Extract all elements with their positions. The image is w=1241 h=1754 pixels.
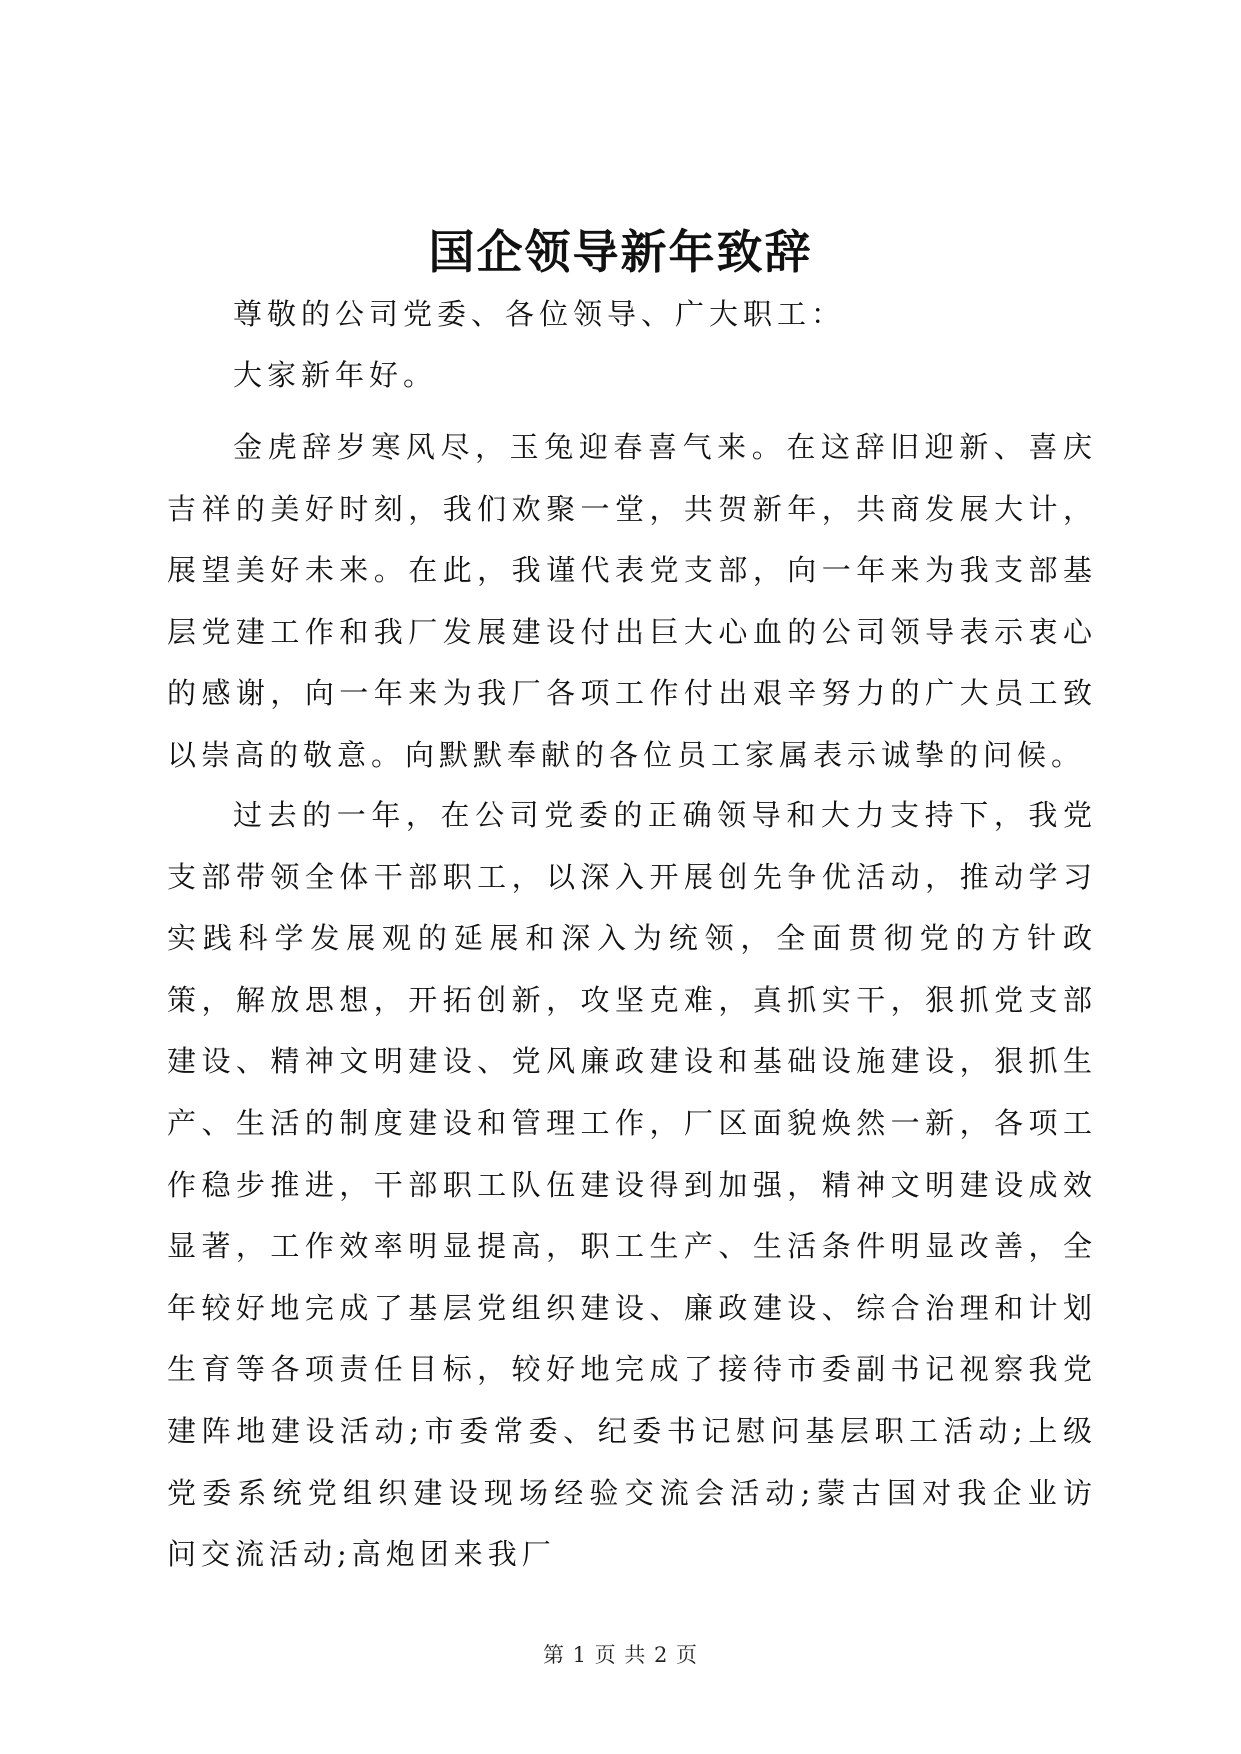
salutation-line: 尊敬的公司党委、各位领导、广大职工： [233,297,846,331]
body-paragraph: 过去的一年，在公司党委的正确领导和大力支持下，我党支部带领全体干部职工，以深入开展创先争优活动，推动学习实践科学发展观的延展和深入为统领，全面贯彻党的方针政策，解放思想，开拓创新，攻坚克难，真抓实干，狠抓党支部建设、精神文明建设、党风廉政建设和基础设施建设，狠抓生产、生活的制度建设和管理工作，厂区面貌焕然一新，各项工作稳步推进，干部职工队伍建设得到加强，精神文明建设成效显著，工作效率明显提高，职工生产、生活条件明显改善，全年较好地完成了基层党组织建设、廉政建设、综合治理和计划生育等各项责任目标，较好地完成了接待市委副书记视察我党建阵地建设活动;市委常委、纪委书记慰问基层职工活动;上级党委系统党组织建设现场经验交流会活动;蒙古国对我企业访问交流活动;高炮团来我厂 [167,798,1097,1572]
body-paragraph: 金虎辞岁寒风尽，玉兔迎春喜气来。在这辞旧迎新、喜庆吉祥的美好时刻，我们欢聚一堂，共贺新年，共商发展大计，展望美好未来。在此，我谨代表党支部，向一年来为我支部基层党建工作和我厂发展建设付出巨大心血的公司领导表示衷心的感谢，向一年来为我厂各项工作付出艰辛努力的广大员工致以崇高的敬意。向默默奉献的各位员工家属表示诚挚的问候。 [167,430,1097,772]
greeting-line: 大家新年好。 [233,358,438,392]
document-title: 国企领导新年致辞 [428,225,813,279]
page-number-footer: 第 1 页 共 2 页 [542,1643,699,1667]
